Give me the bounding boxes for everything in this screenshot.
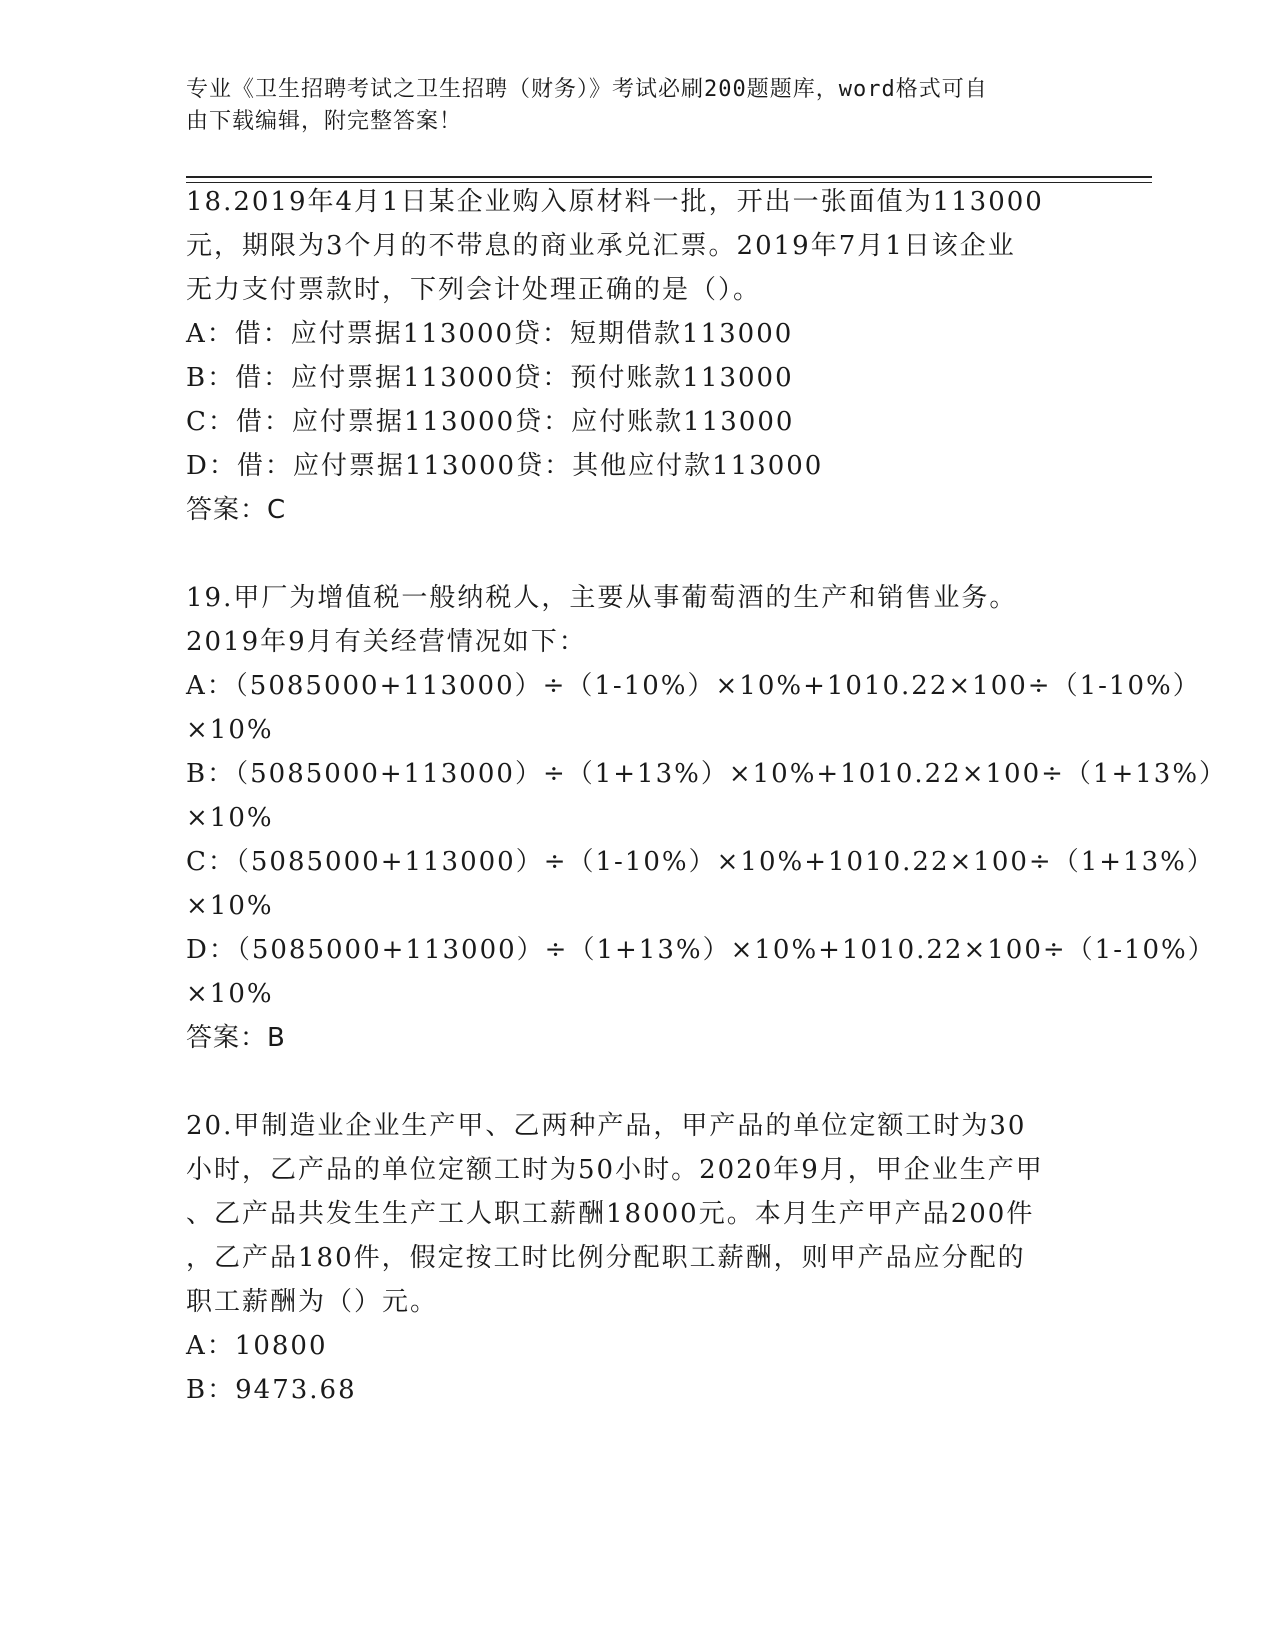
q18-option-a: A：借：应付票据113000贷：短期借款113000 bbox=[186, 319, 794, 349]
q19-stem-line-1: 19.甲厂为增值税一般纳税人，主要从事葡萄酒的生产和销售业务。 bbox=[186, 583, 1018, 613]
q18-option-c: C：借：应付票据113000贷：应付账款113000 bbox=[186, 407, 795, 437]
q20-option-a: A：10800 bbox=[186, 1331, 328, 1361]
q18-option-b: B：借：应付票据113000贷：预付账款113000 bbox=[186, 363, 794, 393]
q20-stem-line-4: ，乙产品180件，假定按工时比例分配职工薪酬，则甲产品应分配的 bbox=[186, 1243, 1026, 1273]
q19-option-d: D：（5085000+113000）÷（1+13%）×10%+1010.22×100÷（1-10%） bbox=[186, 935, 1216, 965]
q20-stem-line-2: 小时，乙产品的单位定额工时为50小时。2020年9月，甲企业生产甲 bbox=[186, 1155, 1044, 1185]
q18-stem-line-2: 元，期限为3个月的不带息的商业承兑汇票。2019年7月1日该企业 bbox=[186, 231, 1016, 261]
header-line-2: 由下载编辑，附完整答案！ bbox=[186, 109, 463, 134]
q18-option-d: D：借：应付票据113000贷：其他应付款113000 bbox=[186, 451, 824, 481]
q19-option-a-cont: ×10% bbox=[186, 715, 274, 745]
header-rule-thick bbox=[186, 176, 1152, 178]
q19-option-a: A：（5085000+113000）÷（1-10%）×10%+1010.22×100÷（1-10%） bbox=[186, 671, 1201, 701]
q20-stem-line-1: 20.甲制造业企业生产甲、乙两种产品，甲产品的单位定额工时为30 bbox=[186, 1111, 1027, 1141]
q19-option-b-cont: ×10% bbox=[186, 803, 274, 833]
q19-option-c-cont: ×10% bbox=[186, 891, 274, 921]
q20-stem-line-5: 职工薪酬为（）元。 bbox=[186, 1287, 439, 1317]
q20-stem-line-3: 、乙产品共发生生产工人职工薪酬18000元。本月生产甲产品200件 bbox=[186, 1199, 1035, 1229]
header-line-1: 专业《卫生招聘考试之卫生招聘（财务）》考试必刷200题题库，word格式可自 bbox=[186, 77, 988, 102]
q18-stem-line-3: 无力支付票款时，下列会计处理正确的是（）。 bbox=[186, 275, 762, 305]
q19-option-b: B：（5085000+113000）÷（1+13%）×10%+1010.22×100÷（1+13%） bbox=[186, 759, 1228, 789]
q19-answer: 答案：B bbox=[186, 1023, 286, 1053]
q19-option-c: C：（5085000+113000）÷（1-10%）×10%+1010.22×100÷（1+13%） bbox=[186, 847, 1215, 877]
q19-option-d-cont: ×10% bbox=[186, 979, 274, 1009]
q19-stem-line-2: 2019年9月有关经营情况如下： bbox=[186, 627, 587, 657]
header-rule-thin bbox=[186, 182, 1152, 183]
document-header bbox=[186, 74, 1066, 138]
q18-answer: 答案：C bbox=[186, 495, 287, 525]
q18-stem-line-1: 18.2019年4月1日某企业购入原材料一批，开出一张面值为113000 bbox=[186, 187, 1044, 217]
q20-option-b: B：9473.68 bbox=[186, 1375, 357, 1405]
